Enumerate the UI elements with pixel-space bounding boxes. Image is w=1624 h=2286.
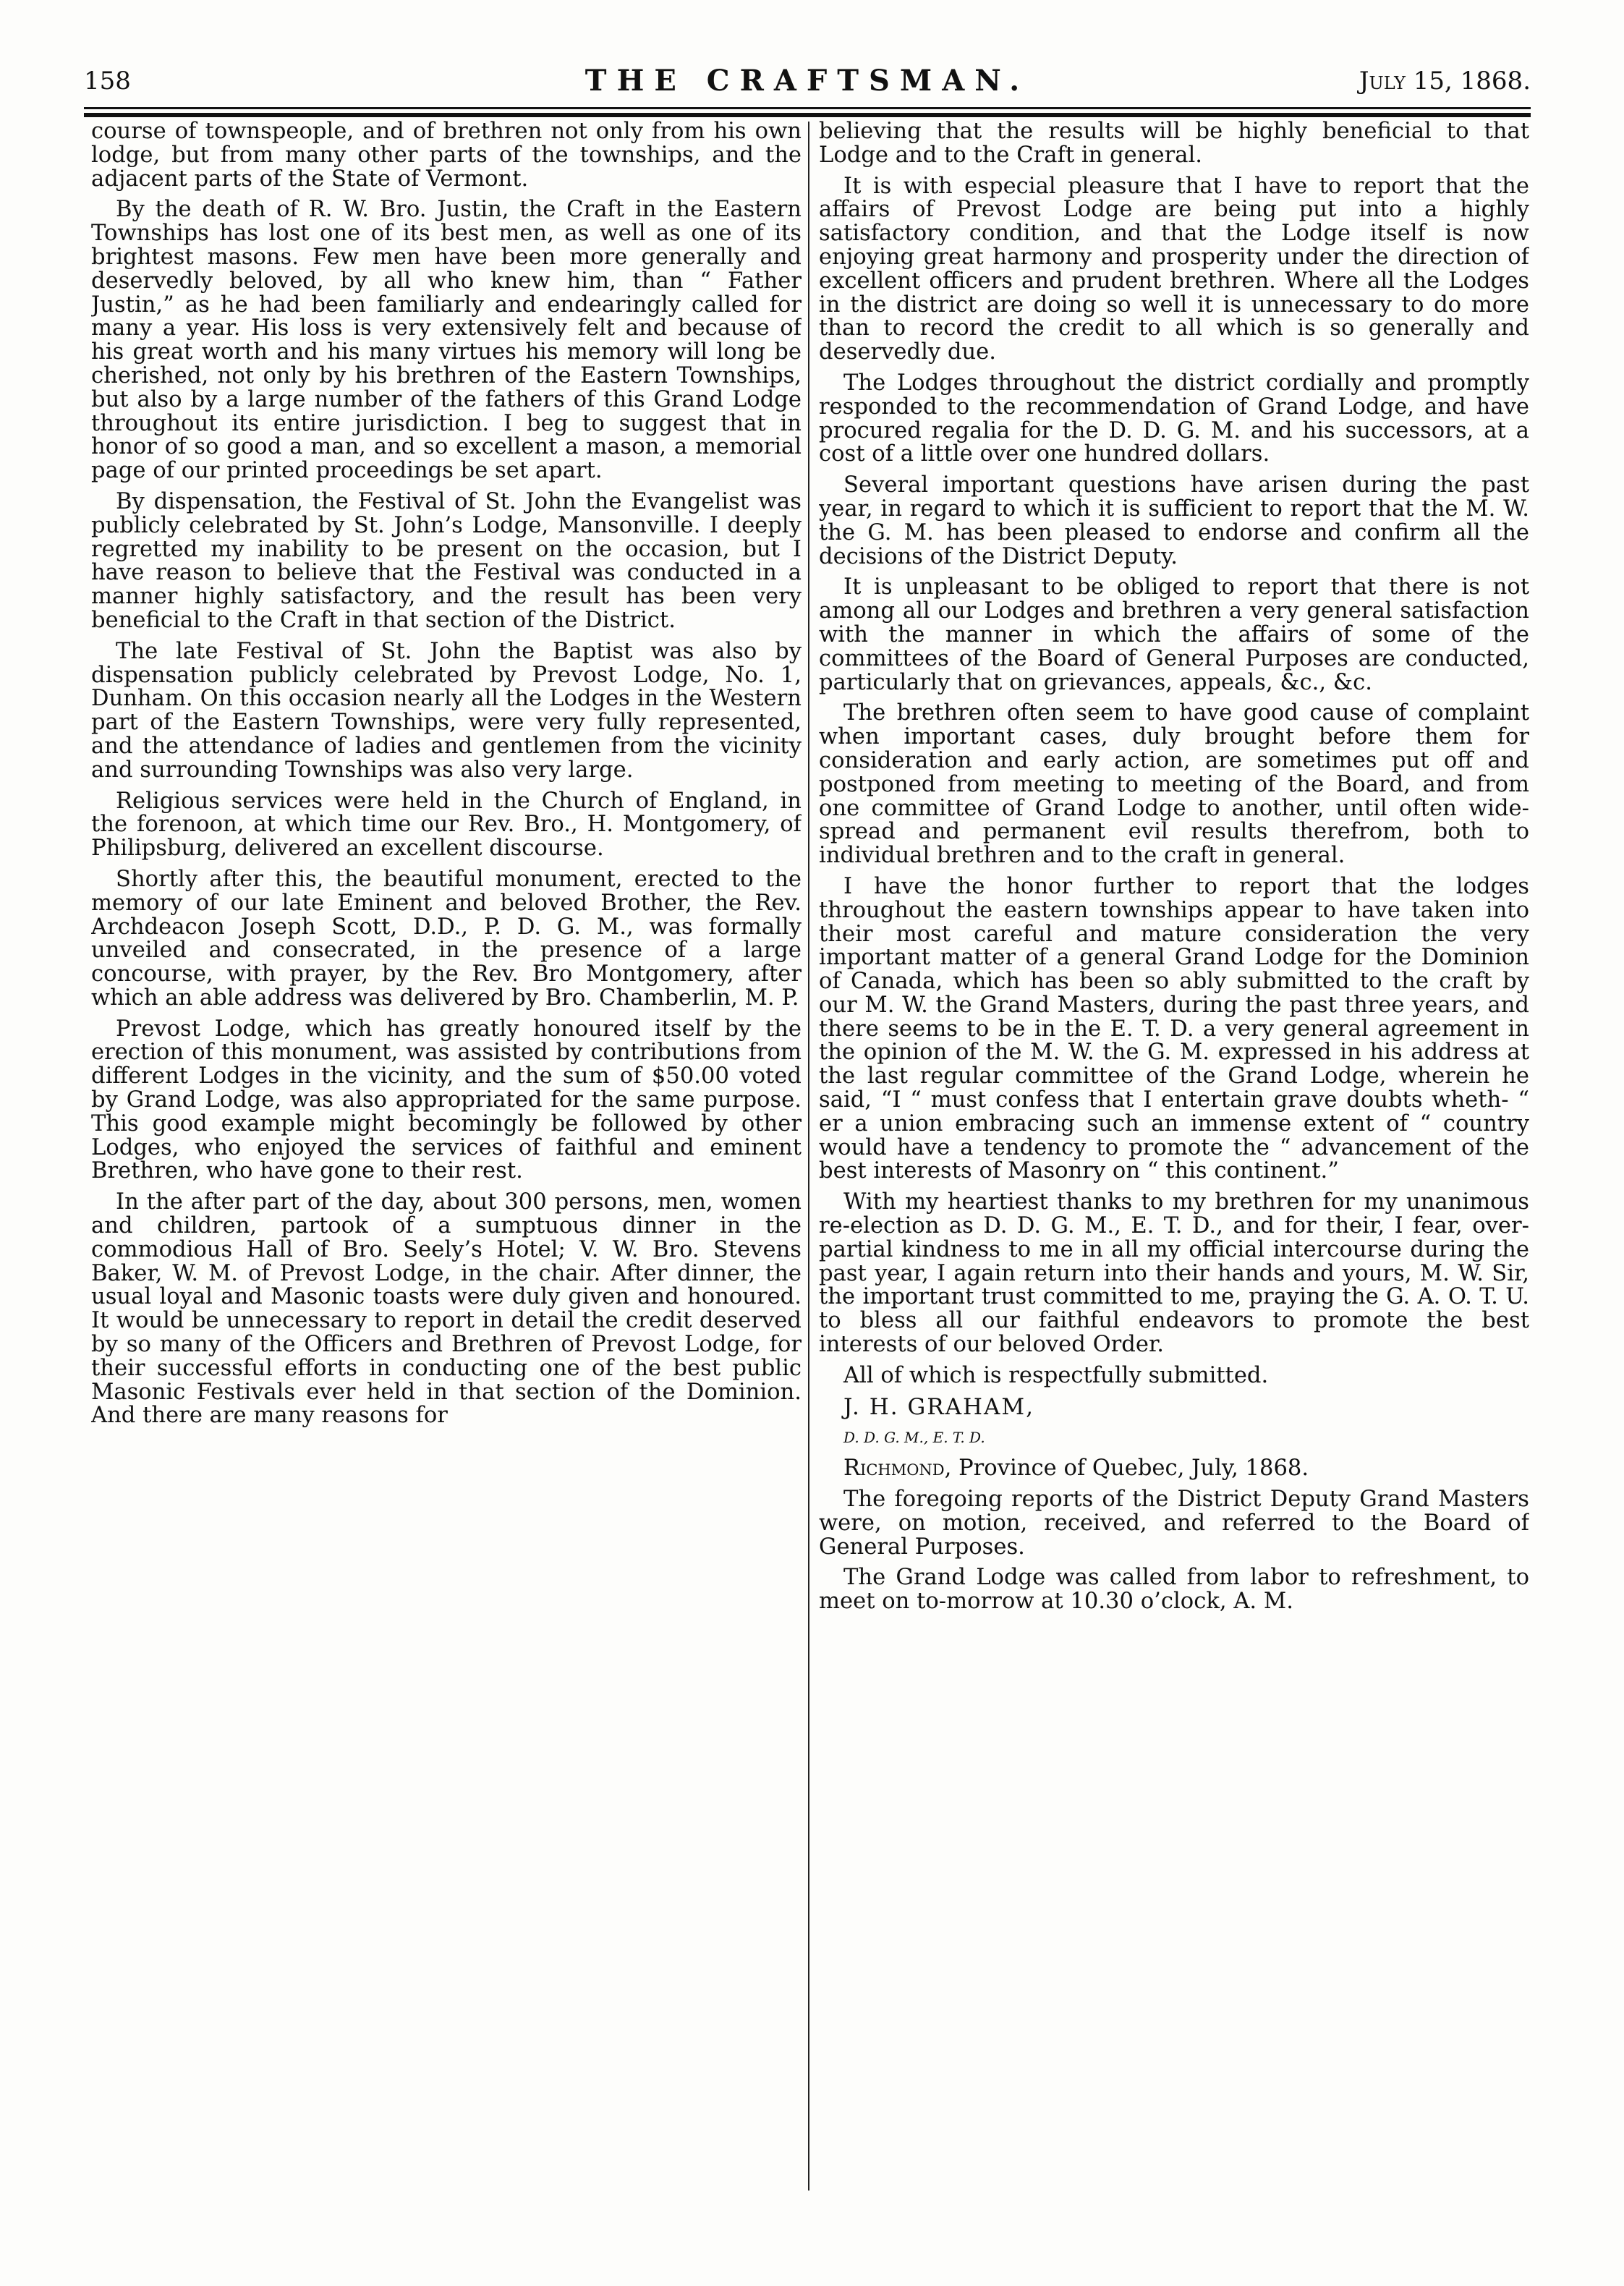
paragraph: course of townspeople, and of brethren not only from his own lodge, but from many other parts of the townships, and the adjacent parts of the State of Vermont. (91, 120, 802, 192)
signature-title: D. D. G. M., E. T. D. (843, 1429, 985, 1447)
dateline-place: Richmond, (843, 1456, 952, 1482)
paragraph: Shortly after this, the beautiful monument, erected to the memory of our late Eminent and beloved Brother, the Rev. Archdeacon Joseph Scott, D.D., P. D. G. M., was formally unveiled and consecrated, in the presence of a large concourse, with prayer, by the Rev. Bro Montgomery, after which an able address was delivered by Bro. Chamberlin, M. P. (91, 866, 802, 1011)
header-rule-thin (84, 107, 1531, 109)
dateline (819, 1457, 1529, 1481)
paragraph: With my heartiest thanks to my brethren for my unanimous re-election as D. D. G. M., E. T. D., and for their, I fear, over-partial kindness to me in all my official intercourse during the past year, I again return into their hands and yours, M. W. Sir, the important trust committed to me, praying the G. A. O. T. U. to bless all our faithful endeavors to promote the best interests of our beloved Order. (819, 1189, 1529, 1358)
header-rule-thick (84, 113, 1531, 117)
paragraph: The foregoing reports of the District Deputy Grand Masters were, on motion, received, and referred to the Board of General Purposes. (819, 1487, 1529, 1560)
paragraph: By dispensation, the Festival of St. John the Evangelist was publicly celebrated by St. John’s Lodge, Mansonville. I deeply regretted my inability to be present on the occasion, but I have reason to believe that the Festival was conducted in a manner highly satisfactory, and the result has been very beneficial to the Craft in that section of the District. (91, 488, 802, 633)
right-column (819, 120, 1529, 2196)
paragraph: Several important questions have arisen during the past year, in regard to which it is sufficient to report that the M. W. the G. M. has been pleased to endorse and confirm all the decisions of the District Deputy. (819, 472, 1529, 569)
paragraph: It is with especial pleasure that I have to report that the affairs of Prevost Lodge are being put into a highly satisfactory condition, and that the Lodge itself is now enjoying great harmony and prosperity under the direction of excellent officers and prudent brethren. Where all the Lodges in the district are doing so well it is unnecessary to do more than to record the credit to all which is so generally and deservedly due. (819, 173, 1529, 365)
page-number: 158 (84, 67, 131, 95)
paragraph: It is unpleasant to be obliged to report that there is not among all our Lodges and brethren a very general satisfaction with the manner in which the affairs of some of the committees of the Board of General Purposes are conducted, particularly that on grievances, appeals, &c., &c. (819, 574, 1529, 695)
paragraph: In the after part of the day, about 300 persons, men, women and children, partook of a sumptuous dinner in the commodious Hall of Bro. Seely’s Hotel; V. W. Bro. Stevens Baker, W. M. of Prevost Lodge, in the chair. After dinner, the usual loyal and Masonic toasts were duly given and honoured. It would be unnecessary to report in detail the credit deserved by so many of the Officers and Brethren of Prevost Lodge, for their successful efforts in conducting one of the best public Masonic Festivals ever held in that section of the Dominion. And there are many reasons for (91, 1189, 802, 1429)
dateline-text: Province of Quebec, July, 1868. (951, 1456, 1309, 1482)
left-column (91, 120, 802, 2196)
column-divider (808, 122, 809, 2191)
paragraph: believing that the results will be highly beneficial to that Lodge and to the Craft in general. (819, 120, 1529, 168)
paragraph: Prevost Lodge, which has greatly honoured itself by the erection of this monument, was assisted by contributions from different Lodges in the vicinity, and the sum of $50.00 voted by Grand Lodge, was also appropriated for the same purpose. This good example might becomingly be followed by other Lodges, who enjoyed the services of faithful and eminent Brethren, who have gone to their rest. (91, 1016, 802, 1184)
page-header (84, 61, 1531, 107)
paragraph: Religious services were held in the Church of England, in the forenoon, at which time our Rev. Bro., H. Montgomery, of Philipsburg, delivered an excellent discourse. (91, 788, 802, 862)
journal-title: THE CRAFTSMAN. (584, 64, 1030, 98)
paragraph: All of which is respectfully submitted. (843, 1362, 1269, 1388)
paragraph: The late Festival of St. John the Baptist was also by dispensation publicly celebrated by Prevost Lodge, No. 1, Dunham. On this occasion nearly all the Lodges in the Western part of the Eastern Townships, were very fully represented, and the attendance of ladies and gentlemen from the vicinity and surrounding Townships was also very large. (91, 638, 802, 783)
paragraph: The brethren often seem to have good cause of complaint when important cases, duly brought before them for consideration and early action, are sometimes put off and postponed from meeting to meeting of the Board, and from one committee of Grand Lodge to another, until often wide-spread and permanent evil results therefrom, both to individual brethren and to the craft in general. (819, 700, 1529, 869)
paragraph: The Lodges throughout the district cordially and promptly responded to the recommendation of Grand Lodge, and have procured regalia for the D. D. G. M. and his successors, at a cost of a little over one hundred dollars. (819, 370, 1529, 467)
signature-name: J. H. GRAHAM, (843, 1393, 1034, 1420)
paragraph: I have the honor further to report that the lodges throughout the eastern townships appear to have taken into their most careful and mature consideration the very important matter of a general Grand Lodge for the Dominion of Canada, which has been so ably submitted to the craft by our M. W. the Grand Masters, during the past three years, and there seems to be in the E. T. D. a very general agreement in the opinion of the M. W. the G. M. expressed in his address at the last regular committee of the Grand Lodge, wherein he said, “I “ must confess that I entertain grave doubts wheth- “ er a union embracing such an immense extent of “ country would have a tendency to promote the “ advancement of the best interests of Masonry on “ this continent.” (819, 873, 1529, 1184)
paragraph: The Grand Lodge was called from labor to refreshment, to meet on to-morrow at 10.30 o’clock, A. M. (819, 1565, 1529, 1615)
issue-date: July 15, 1868. (1359, 67, 1531, 95)
paragraph: By the death of R. W. Bro. Justin, the Craft in the Eastern Townships has lost one of its best men, as well as one of its brightest masons. Few men have been more generally and deservedly beloved, by all who knew him, than “ Father Justin,” as he had been familiarly and endearingly called for many a year. His loss is very extensively felt and because of his great worth and his many virtues his memory will long be cherished, not only by his brethren of the Eastern Townships, but also by a large number of the fathers of this Grand Lodge throughout its entire jurisdiction. I beg to suggest that in honor of so good a man, and so excellent a mason, a memorial page of our printed proceedings be set apart. (91, 197, 802, 484)
